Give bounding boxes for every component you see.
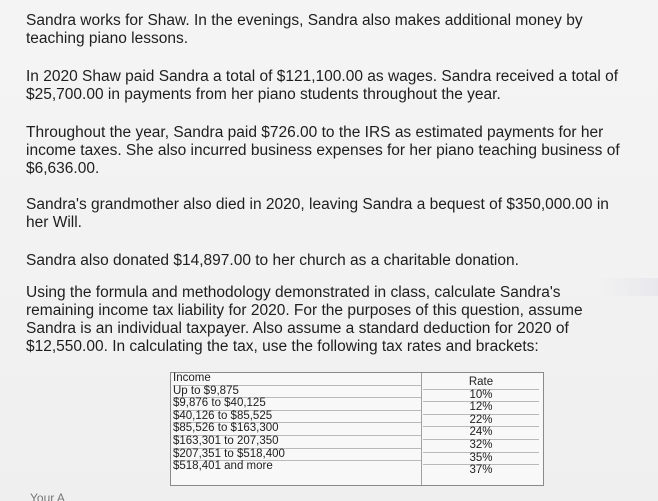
table-row-income: $85,526 to $163,300	[173, 423, 421, 436]
table-column-divider	[421, 373, 422, 485]
tax-bracket-table	[170, 372, 544, 486]
table-row-rate: 10%	[423, 390, 539, 403]
rate-column	[423, 373, 539, 477]
table-row-income: $40,126 to $85,525	[173, 411, 421, 424]
table-row-income: Up to $9,875	[173, 386, 421, 399]
paragraph-intro: Sandra works for Shaw. In the evenings, Sandra also makes additional money by teaching piano lessons.	[26, 12, 583, 47]
table-row-income: $163,301 to 207,350	[173, 436, 421, 449]
rate-header: Rate	[423, 377, 539, 390]
paragraph-payments-expenses: Throughout the year, Sandra paid $726.00 to the IRS as estimated payments for her income taxes. She also incurred business expenses for her piano teaching business of $6,636.00.	[26, 124, 620, 177]
income-column	[173, 373, 421, 473]
table-row-rate: 22%	[423, 415, 539, 428]
table-row-income: $518,401 and more	[173, 460, 273, 473]
table-row-rate: 12%	[423, 402, 539, 415]
paragraph-bequest: Sandra's grandmother also died in 2020, leaving Sandra a bequest of $350,000.00 in her Will.	[26, 196, 609, 231]
table-row-rate: 37%	[469, 464, 493, 477]
decorative-fade	[598, 278, 658, 296]
paragraph-income: In 2020 Shaw paid Sandra a total of $121,100.00 as wages. Sandra received a total of $25,700.00 in payments from her piano students throughout the year.	[26, 68, 618, 103]
paragraph-question: Using the formula and methodology demonstrated in class, calculate Sandra's remaining income tax liability for 2020. For the purposes of this question, assume Sandra is an individual taxpayer. Also assume a standard deduction for 2020 of $12,550.00. In calculating the tax, use the following tax rates and brackets:	[26, 284, 583, 355]
table-row-income: $207,351 to $518,400	[173, 449, 421, 462]
table-row-income: $9,876 to $40,125	[173, 398, 421, 411]
table-row-rate: 35%	[423, 453, 539, 466]
income-header: Income	[173, 373, 421, 386]
paragraph-donation: Sandra also donated $14,897.00 to her church as a charitable donation.	[26, 252, 519, 269]
table-row-rate: 32%	[423, 440, 539, 453]
answer-label-fragment: Your A	[30, 493, 65, 501]
table-row-rate: 24%	[423, 427, 539, 440]
